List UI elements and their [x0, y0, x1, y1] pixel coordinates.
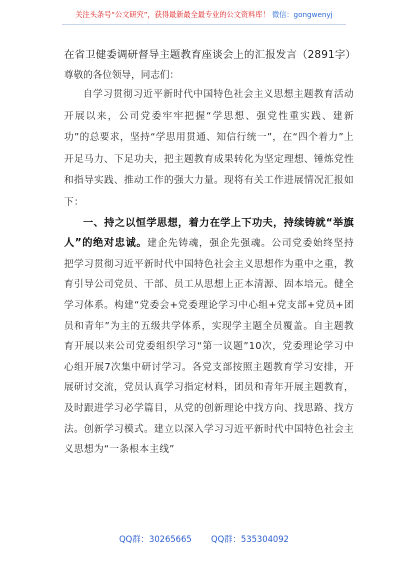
- section-1-body: 建企先铸魂，强企先强魂。公司党委始终坚持把学习贯彻习近平新时代中国特色社会主义思想作为重中之重，教育引导公司党员、干部、员工从思想上正本清源、固本培元。健全学习体系。构建“党委会+党委理论学习中心组+党支部+党员+团员和青年”为主的五级共学体系，实现学主题全员覆盖。自主题教育开展以来公司党委组织学习“第一议题”10次，党委理论学习中心组开展7次集中研讨学习。各党支部按照主题教育学习安排，开展研讨交流，党员认真学习指定材料，团员和青年开展主题教育，及时跟进学习必学篇目，从党的创新理论中找方向、找思路、找方法。创新学习模式。建立以深入学习习近平新时代中国特色社会主义思想为“一条根本主线”: [64, 238, 354, 456]
- section-1: [64, 214, 354, 461]
- header-wechat: 微信：gongwenyj: [271, 10, 333, 19]
- document-body: [64, 47, 357, 461]
- header-banner: [0, 10, 408, 20]
- section-1-heading: 一、持之以恒学思想，着力在学上下功夫，持续铸就“举旗人”的绝对忠诚。: [64, 217, 354, 250]
- footer: [0, 533, 408, 545]
- intro-paragraph: 自学习贯彻习近平新时代中国特色社会主义思想主题教育活动开展以来，公司党委牢牢把握“学思想、强党性重实践、建新功”的总要求，坚持“学思用贯通、知信行统一”，在“四个着力”上开足马力、下足功夫，把主题教育成果转化为坚定理想、锤炼党性和指导实践、推动工作的强大力量。现将有关工作进展情况汇报如下：: [64, 89, 354, 208]
- footer-qq-group-1: QQ群：30265665: [119, 534, 192, 544]
- footer-qq-group-2: QQ群：535304092: [211, 534, 289, 544]
- header-notice: 关注头条号“公文研究”，获得最新最全最专业的公文资料库！: [75, 10, 270, 19]
- header-divider: [62, 24, 346, 25]
- salutation: 尊敬的各位领导，同志们：: [64, 70, 180, 81]
- document-title: 在省卫健委调研督导主题教育座谈会上的汇报发言（2891字）: [64, 49, 357, 61]
